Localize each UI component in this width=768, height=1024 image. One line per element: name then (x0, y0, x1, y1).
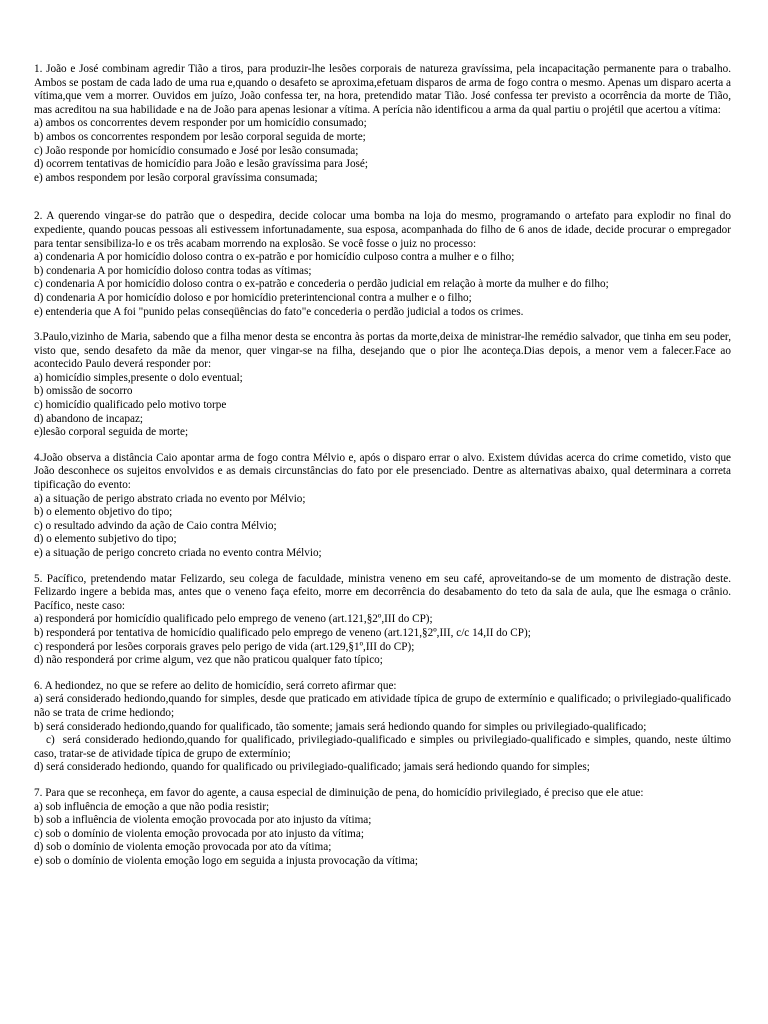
question-6-options (34, 693, 734, 775)
question-5-option-a: a) responderá por homicídio qualificado pelo emprego de veneno (art.121,§2º,III do CP); (34, 613, 433, 626)
question-2-stem: 2. A querendo vingar-se do patrão que o despedira, decide colocar uma bomba na loja do mesmo, programando o artefato para explodir no final do expediente, quando poucas pessoas ali estivessem infortunadamente, sua esposa, acompanhada do filho de 6 anos de idade, decide procurar o empregador para tentar sensibiliza-lo e os três acabam morrendo na explosão. Se você fosse o juiz no processo: (34, 210, 731, 250)
question-6 (34, 679, 734, 775)
question-5-stem: 5. Pacífico, pretendendo matar Felizardo, seu colega de faculdade, ministra veneno em seu café, aproveitando-se de um momento de distração deste. Felizardo ingere a bebida mas, antes que o veneno faça efeito, morre em decorrência do desabamento do teto da sala de aula, que lhe esmaga o crânio. Pacífico, neste caso: (34, 572, 731, 612)
question-6-option-d: d) será considerado hediondo, quando for qualificado ou privilegiado-qualificado; jamais será hediondo quando for simples; (34, 761, 590, 774)
question-1-option-d: d) ocorrem tentativas de homicídio para João e lesão gravíssima para José; (34, 158, 368, 171)
question-7-option-d: d) sob o domínio de violenta emoção provocada por ato da vítima; (34, 841, 332, 854)
question-2-option-e: e) entenderia que A foi "punido pelas conseqüências do fato"e concederia o perdão judicial a todos os crimes. (34, 305, 524, 318)
question-5-options (34, 613, 731, 667)
question-4-option-d: d) o elemento subjetivo do tipo; (34, 533, 177, 546)
question-7 (34, 787, 731, 869)
question-4 (34, 452, 731, 561)
question-2-option-b: b) condenaria A por homicídio doloso contra todas as vítimas; (34, 264, 312, 277)
question-5-option-b: b) responderá por tentativa de homicídio qualificado pelo emprego de veneno (art.121,§2º,III, c/c 14,II do CP); (34, 626, 531, 639)
question-6-option-c: c) será considerado hediondo,quando for qualificado, privilegiado-qualificado e simples ou privilegiado-qualificado e simples, quando, neste último caso, tratar-se de atividade típica de grupo de extermínio; (34, 734, 734, 760)
question-3-option-e: e)lesão corporal seguida de morte; (34, 426, 189, 439)
question-3-option-c: c) homicídio qualificado pelo motivo torpe (34, 399, 227, 412)
question-4-option-b: b) o elemento objetivo do tipo; (34, 506, 173, 519)
question-6-option-a: a) será considerado hediondo,quando for simples, desde que praticado em atividade típica de grupo de extermínio e qualificado; o privilegiado-qualificado não se trata de crime hediondo; (34, 693, 731, 719)
question-5-option-d: d) não responderá por crime algum, vez que não praticou qualquer fato típico; (34, 654, 383, 667)
question-3-options (34, 372, 731, 440)
question-2-option-c: c) condenaria A por homicídio doloso contra o ex-patrão e concederia o perdão judicial em relação à morte da mulher e do filho; (34, 278, 609, 291)
question-3 (34, 331, 731, 440)
question-1-option-b: b) ambos os concorrentes respondem por lesão corporal seguida de morte; (34, 130, 366, 143)
question-6-stem: 6. A hediondez, no que se refere ao delito de homicídio, será correto afirmar que: (34, 679, 397, 692)
question-7-option-e: e) sob o domínio de violenta emoção logo em seguida a injusta provocação da vítima; (34, 854, 418, 867)
question-4-stem: 4.João observa a distância Caio apontar arma de fogo contra Mélvio e, após o disparo errar o alvo. Existem dúvidas acerca do crime cometido, visto que João desconhece os sujeitos envolvidos e as demais circunstâncias do fato por ele presenciado. Dentre as alternativas abaixo, qual determinara a correta tipificação do evento: (34, 451, 731, 492)
question-7-option-b: b) sob a influência de violenta emoção provocada por ato injusto da vítima; (34, 814, 372, 827)
question-4-option-e: e) a situação de perigo concreto criada no evento contra Mélvio; (34, 547, 322, 559)
question-7-option-a: a) sob influência de emoção a que não podia resistir; (34, 800, 270, 813)
question-2-option-d: d) condenaria A por homicídio doloso e por homicídio preterintencional contra a mulher e o filho; (34, 291, 472, 304)
question-2 (34, 210, 731, 319)
question-1-option-e: e) ambos respondem por lesão corporal gravíssima consumada; (34, 171, 318, 184)
question-5-option-c: c) responderá por lesões corporais graves pelo perigo de vida (art.129,§1º,III do CP); (34, 640, 415, 653)
question-1-option-c: c) João responde por homicídio consumado e José por lesão consumada; (34, 144, 359, 157)
question-1-stem: 1. João e José combinam agredir Tião a tiros, para produzir-lhe lesões corporais de natureza gravíssima, pela incapacitação permanente para o trabalho. Ambos se postam de cada lado de uma rua e,quando o desafeto se aproxima,efetuam disparos de arma de fogo contra o mesmo. Apenas um disparo acerta a vítima,que vem a morrer. Ouvidos em juízo, João confessa ter, na hora, pretendido matar Tião. José confessa ter previsto a ocorrência da morte de Tião, mas acreditou na sua habilidade e na de João para apenas lesionar a vítima. A perícia não identificou a arma da qual partiu o projétil que acertou a vítima: (34, 63, 731, 116)
question-3-stem: 3.Paulo,vizinho de Maria, sabendo que a filha menor desta se encontra às portas da morte,deixa de ministrar-lhe remédio salvador, que tinha em seu poder, visto que, sendo desafeto da mãe da menor, quer vingar-se na filha, desejando que o pior lhe aconteça.Dias depois, a menor vem a falecer.Face ao acontecido Paulo deverá responder por: (34, 331, 731, 371)
question-1-option-a: a) ambos os concorrentes devem responder por um homicídio consumado; (34, 117, 367, 130)
question-4-option-a: a) a situação de perigo abstrato criada no evento por Mélvio; (34, 492, 306, 505)
question-3-option-b: b) omissão de socorro (34, 385, 133, 398)
question-3-option-d: d) abandono de incapaz; (34, 412, 144, 425)
question-4-option-c: c) o resultado advindo da ação de Caio contra Mélvio; (34, 519, 277, 532)
question-1 (34, 63, 731, 185)
question-5 (34, 573, 731, 668)
question-6-option-b: b) será considerado hediondo,quando for qualificado, tão somente; jamais será hediondo quando for simples ou privilegiado-qualificado; (34, 720, 647, 733)
question-4-options (34, 493, 731, 561)
question-1-options (34, 117, 731, 185)
question-2-options (34, 251, 731, 319)
question-7-stem: 7. Para que se reconheça, em favor do agente, a causa especial de diminuição de pena, do homicídio privilegiado, é preciso que ele atue: (34, 786, 644, 799)
question-7-options (34, 801, 731, 869)
question-2-option-a: a) condenaria A por homicídio doloso contra o ex-patrão e por homicídio culposo contra a mulher e o filho; (34, 251, 515, 264)
question-3-option-a: a) homicídio simples,presente o dolo eventual; (34, 371, 243, 384)
question-7-option-c: c) sob o domínio de violenta emoção provocada por ato injusto da vítima; (34, 827, 364, 840)
